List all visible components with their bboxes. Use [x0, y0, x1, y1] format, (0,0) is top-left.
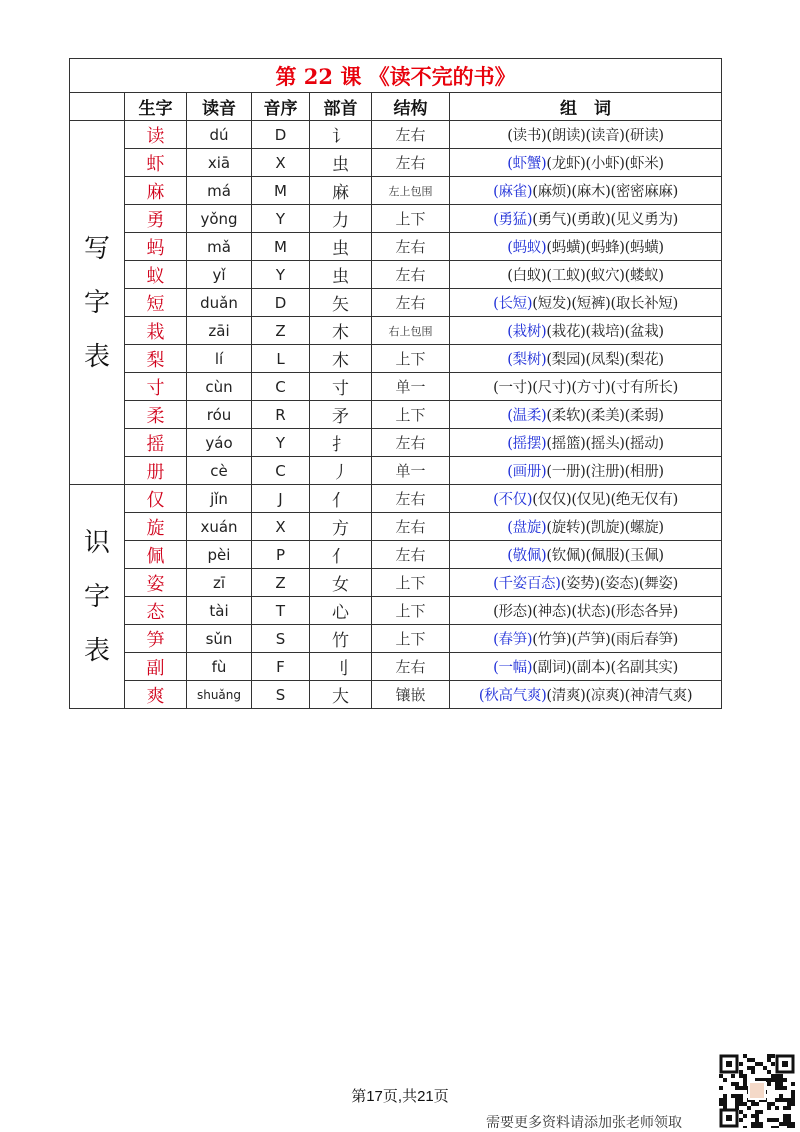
radical-cell: 麻 [310, 177, 372, 205]
pinyin-cell: duǎn [187, 289, 252, 317]
radical-cell: 虫 [310, 233, 372, 261]
header-letter: 音序 [252, 93, 310, 121]
letter-cell: S [252, 681, 310, 709]
structure-cell: 左右 [372, 513, 450, 541]
word-item: (麻烦) [532, 184, 572, 200]
section-label-char: 字 [83, 287, 110, 318]
word-item: (一幅) [493, 660, 533, 676]
word-item: (读音) [585, 128, 625, 144]
word-item: (绝无仅有) [610, 492, 678, 508]
table-row [70, 373, 722, 401]
structure-cell: 左右 [372, 653, 450, 681]
header-words: 组 词 [450, 93, 722, 121]
section-writing-table [70, 121, 125, 485]
word-item: (研读) [624, 128, 664, 144]
structure-cell: 左右 [372, 149, 450, 177]
letter-cell: T [252, 597, 310, 625]
letter-cell: M [252, 233, 310, 261]
table-row [70, 569, 722, 597]
structure-cell: 左右 [372, 541, 450, 569]
words-cell [450, 485, 722, 513]
word-item: (短裤) [571, 296, 611, 312]
word-item: (蚁穴) [585, 268, 625, 284]
word-item: (密密麻麻) [610, 184, 678, 200]
word-item: (寸有所长) [610, 380, 678, 396]
pinyin-cell: jǐn [187, 485, 252, 513]
word-item: (一寸) [493, 380, 533, 396]
words-cell [450, 625, 722, 653]
table-row [70, 541, 722, 569]
table-row [70, 289, 722, 317]
contact-note: 需要更多资料请添加张老师领取 [486, 1115, 682, 1131]
structure-cell: 左右 [372, 289, 450, 317]
pinyin-cell: má [187, 177, 252, 205]
radical-cell: 虫 [310, 149, 372, 177]
word-item: (敬佩) [507, 548, 547, 564]
letter-cell: Y [252, 429, 310, 457]
word-item: (仅见) [571, 492, 611, 508]
table-row [70, 233, 722, 261]
table-row [70, 653, 722, 681]
words-cell [450, 177, 722, 205]
word-item: (勇气) [532, 212, 572, 228]
word-item: (千姿百态) [493, 576, 561, 592]
word-item: (仅仅) [532, 492, 572, 508]
word-item: (凯旋) [585, 520, 625, 536]
word-item: (螺旋) [624, 520, 664, 536]
structure-cell: 上下 [372, 569, 450, 597]
character-cell: 梨 [125, 345, 187, 373]
structure-cell: 上下 [372, 401, 450, 429]
word-item: (春笋) [493, 632, 533, 648]
character-cell: 笋 [125, 625, 187, 653]
pinyin-cell: róu [187, 401, 252, 429]
header-structure: 结构 [372, 93, 450, 121]
word-item: (蚂蚁) [507, 240, 547, 256]
section-label-char: 写 [83, 233, 110, 264]
word-item: (佩服) [585, 548, 625, 564]
word-item: (舞姿) [638, 576, 678, 592]
character-cell: 旋 [125, 513, 187, 541]
pinyin-cell: cè [187, 457, 252, 485]
word-item: (摇头) [585, 436, 625, 452]
character-cell: 短 [125, 289, 187, 317]
word-item: (玉佩) [624, 548, 664, 564]
character-cell: 副 [125, 653, 187, 681]
table-row [70, 205, 722, 233]
section-recognition-table [70, 485, 125, 709]
table-row [70, 317, 722, 345]
radical-cell: 大 [310, 681, 372, 709]
word-item: (神态) [532, 604, 572, 620]
character-cell: 寸 [125, 373, 187, 401]
pinyin-cell: zāi [187, 317, 252, 345]
word-item: (蝼蚁) [624, 268, 664, 284]
word-item: (形态) [493, 604, 533, 620]
word-item: (摇动) [624, 436, 664, 452]
table-row [70, 261, 722, 289]
radical-cell: 女 [310, 569, 372, 597]
letter-cell: X [252, 513, 310, 541]
letter-cell: Z [252, 317, 310, 345]
header-blank [70, 93, 125, 121]
word-item: (柔弱) [624, 408, 664, 424]
words-cell [450, 149, 722, 177]
section-label-char: 表 [83, 341, 110, 372]
radical-cell: 木 [310, 345, 372, 373]
table-row [70, 401, 722, 429]
character-cell: 柔 [125, 401, 187, 429]
word-item: (长短) [493, 296, 533, 312]
word-item: (麻木) [571, 184, 611, 200]
word-item: (温柔) [507, 408, 547, 424]
words-cell [450, 597, 722, 625]
word-item: (见义勇为) [610, 212, 678, 228]
words-cell [450, 541, 722, 569]
structure-cell: 上下 [372, 205, 450, 233]
letter-cell: R [252, 401, 310, 429]
letter-cell: Y [252, 205, 310, 233]
letter-cell: S [252, 625, 310, 653]
letter-cell: P [252, 541, 310, 569]
structure-cell: 右上包围 [372, 317, 450, 345]
word-item: (短发) [532, 296, 572, 312]
structure-cell: 上下 [372, 625, 450, 653]
structure-cell: 上下 [372, 345, 450, 373]
word-item: (方寸) [571, 380, 611, 396]
radical-cell: 亻 [310, 485, 372, 513]
words-cell [450, 653, 722, 681]
pinyin-cell: tài [187, 597, 252, 625]
radical-cell: 矢 [310, 289, 372, 317]
character-cell: 麻 [125, 177, 187, 205]
word-item: (小虾) [585, 156, 625, 172]
character-cell: 姿 [125, 569, 187, 597]
table-row [70, 513, 722, 541]
pinyin-cell: dú [187, 121, 252, 149]
word-item: (摇摆) [507, 436, 547, 452]
word-item: (梨园) [546, 352, 586, 368]
pinyin-cell: yǒng [187, 205, 252, 233]
radical-cell: 刂 [310, 653, 372, 681]
table-row [70, 681, 722, 709]
header-row [70, 93, 722, 121]
letter-cell: L [252, 345, 310, 373]
structure-cell: 上下 [372, 597, 450, 625]
word-item: (凤梨) [585, 352, 625, 368]
pinyin-cell: pèi [187, 541, 252, 569]
word-item: (一册) [546, 464, 586, 480]
radical-cell: 亻 [310, 541, 372, 569]
header-char: 生字 [125, 93, 187, 121]
lesson-title: 第 22 课 《读不完的书》 [70, 59, 722, 93]
words-cell [450, 429, 722, 457]
pinyin-cell: sǔn [187, 625, 252, 653]
word-item: (不仅) [493, 492, 533, 508]
pinyin-cell: lí [187, 345, 252, 373]
word-item: (蚂蜂) [585, 240, 625, 256]
structure-cell: 镶嵌 [372, 681, 450, 709]
words-cell [450, 289, 722, 317]
words-cell [450, 205, 722, 233]
radical-cell: 木 [310, 317, 372, 345]
words-cell [450, 121, 722, 149]
word-item: (虾蟹) [507, 156, 547, 172]
pinyin-cell: yǐ [187, 261, 252, 289]
word-item: (盘旋) [507, 520, 547, 536]
letter-cell: Z [252, 569, 310, 597]
pinyin-cell: shuǎng [187, 681, 252, 709]
word-item: (形态各异) [610, 604, 678, 620]
table-row [70, 121, 722, 149]
pinyin-cell: xuán [187, 513, 252, 541]
word-item: (梨树) [507, 352, 547, 368]
word-item: (栽培) [585, 324, 625, 340]
letter-cell: Y [252, 261, 310, 289]
radical-cell: 心 [310, 597, 372, 625]
character-cell: 佩 [125, 541, 187, 569]
word-item: (取长补短) [610, 296, 678, 312]
table-row [70, 177, 722, 205]
character-cell: 仅 [125, 485, 187, 513]
radical-cell: 矛 [310, 401, 372, 429]
words-cell [450, 317, 722, 345]
character-cell: 蚂 [125, 233, 187, 261]
radical-cell: 丿 [310, 457, 372, 485]
table-row [70, 429, 722, 457]
word-item: (状态) [571, 604, 611, 620]
pinyin-cell: mǎ [187, 233, 252, 261]
word-item: (旋转) [546, 520, 586, 536]
table-row [70, 597, 722, 625]
table-row [70, 457, 722, 485]
character-cell: 蚁 [125, 261, 187, 289]
words-cell [450, 401, 722, 429]
letter-cell: X [252, 149, 310, 177]
character-cell: 态 [125, 597, 187, 625]
word-item: (蚂蟥) [624, 240, 664, 256]
character-cell: 栽 [125, 317, 187, 345]
character-cell: 爽 [125, 681, 187, 709]
section-label-char: 识 [83, 527, 110, 558]
word-item: (凉爽) [585, 688, 625, 704]
word-item: (竹笋) [532, 632, 572, 648]
table-row [70, 149, 722, 177]
word-item: (副词) [532, 660, 572, 676]
word-item: (雨后春笋) [610, 632, 678, 648]
words-cell [450, 345, 722, 373]
radical-cell: 力 [310, 205, 372, 233]
page-number: 第17页,共21页 [351, 1088, 449, 1105]
pinyin-cell: cùn [187, 373, 252, 401]
word-item: (白蚁) [507, 268, 547, 284]
section-label-char: 表 [83, 635, 110, 666]
words-cell [450, 513, 722, 541]
word-item: (勇敢) [571, 212, 611, 228]
letter-cell: M [252, 177, 310, 205]
pinyin-cell: xiā [187, 149, 252, 177]
character-cell: 摇 [125, 429, 187, 457]
word-item: (清爽) [546, 688, 586, 704]
word-item: (芦笋) [571, 632, 611, 648]
word-item: (虾米) [624, 156, 664, 172]
words-cell [450, 261, 722, 289]
words-cell [450, 569, 722, 597]
word-item: (勇猛) [493, 212, 533, 228]
character-cell: 册 [125, 457, 187, 485]
table-row [70, 485, 722, 513]
letter-cell: J [252, 485, 310, 513]
radical-cell: 方 [310, 513, 372, 541]
header-pinyin: 读音 [187, 93, 252, 121]
letter-cell: D [252, 289, 310, 317]
word-item: (龙虾) [546, 156, 586, 172]
table-row [70, 625, 722, 653]
letter-cell: D [252, 121, 310, 149]
structure-cell: 左右 [372, 429, 450, 457]
word-item: (画册) [507, 464, 547, 480]
word-item: (朗读) [546, 128, 586, 144]
structure-cell: 单一 [372, 373, 450, 401]
radical-cell: 讠 [310, 121, 372, 149]
character-cell: 虾 [125, 149, 187, 177]
word-item: (姿态) [599, 576, 639, 592]
character-cell: 勇 [125, 205, 187, 233]
structure-cell: 左上包围 [372, 177, 450, 205]
word-item: (麻雀) [493, 184, 533, 200]
pinyin-cell: fù [187, 653, 252, 681]
word-item: (读书) [507, 128, 547, 144]
structure-cell: 左右 [372, 485, 450, 513]
character-cell: 读 [125, 121, 187, 149]
word-item: (神清气爽) [624, 688, 693, 704]
word-item: (钦佩) [546, 548, 586, 564]
word-item: (盆栽) [624, 324, 664, 340]
structure-cell: 左右 [372, 121, 450, 149]
radical-cell: 扌 [310, 429, 372, 457]
word-item: (尺寸) [532, 380, 572, 396]
letter-cell: F [252, 653, 310, 681]
word-item: (柔软) [546, 408, 586, 424]
header-radical: 部首 [310, 93, 372, 121]
letter-cell: C [252, 457, 310, 485]
word-item: (工蚁) [546, 268, 586, 284]
radical-cell: 竹 [310, 625, 372, 653]
radical-cell: 虫 [310, 261, 372, 289]
word-item: (副本) [571, 660, 611, 676]
qr-code-icon [719, 1054, 795, 1128]
structure-cell: 左右 [372, 233, 450, 261]
structure-cell: 左右 [372, 261, 450, 289]
word-item: (秋高气爽) [478, 688, 547, 704]
word-item: (名副其实) [610, 660, 678, 676]
words-cell [450, 681, 722, 709]
word-item: (摇篮) [546, 436, 586, 452]
word-item: (相册) [624, 464, 664, 480]
word-item: (栽花) [546, 324, 586, 340]
table-row [70, 345, 722, 373]
vocab-table [69, 58, 722, 709]
radical-cell: 寸 [310, 373, 372, 401]
word-item: (栽树) [507, 324, 547, 340]
pinyin-cell: yáo [187, 429, 252, 457]
word-item: (注册) [585, 464, 625, 480]
words-cell [450, 457, 722, 485]
words-cell [450, 233, 722, 261]
word-item: (蚂蟥) [546, 240, 586, 256]
word-item: (梨花) [624, 352, 664, 368]
structure-cell: 单一 [372, 457, 450, 485]
words-cell [450, 373, 722, 401]
letter-cell: C [252, 373, 310, 401]
pinyin-cell: zī [187, 569, 252, 597]
section-label-char: 字 [83, 581, 110, 612]
word-item: (柔美) [585, 408, 625, 424]
word-item: (姿势) [560, 576, 600, 592]
